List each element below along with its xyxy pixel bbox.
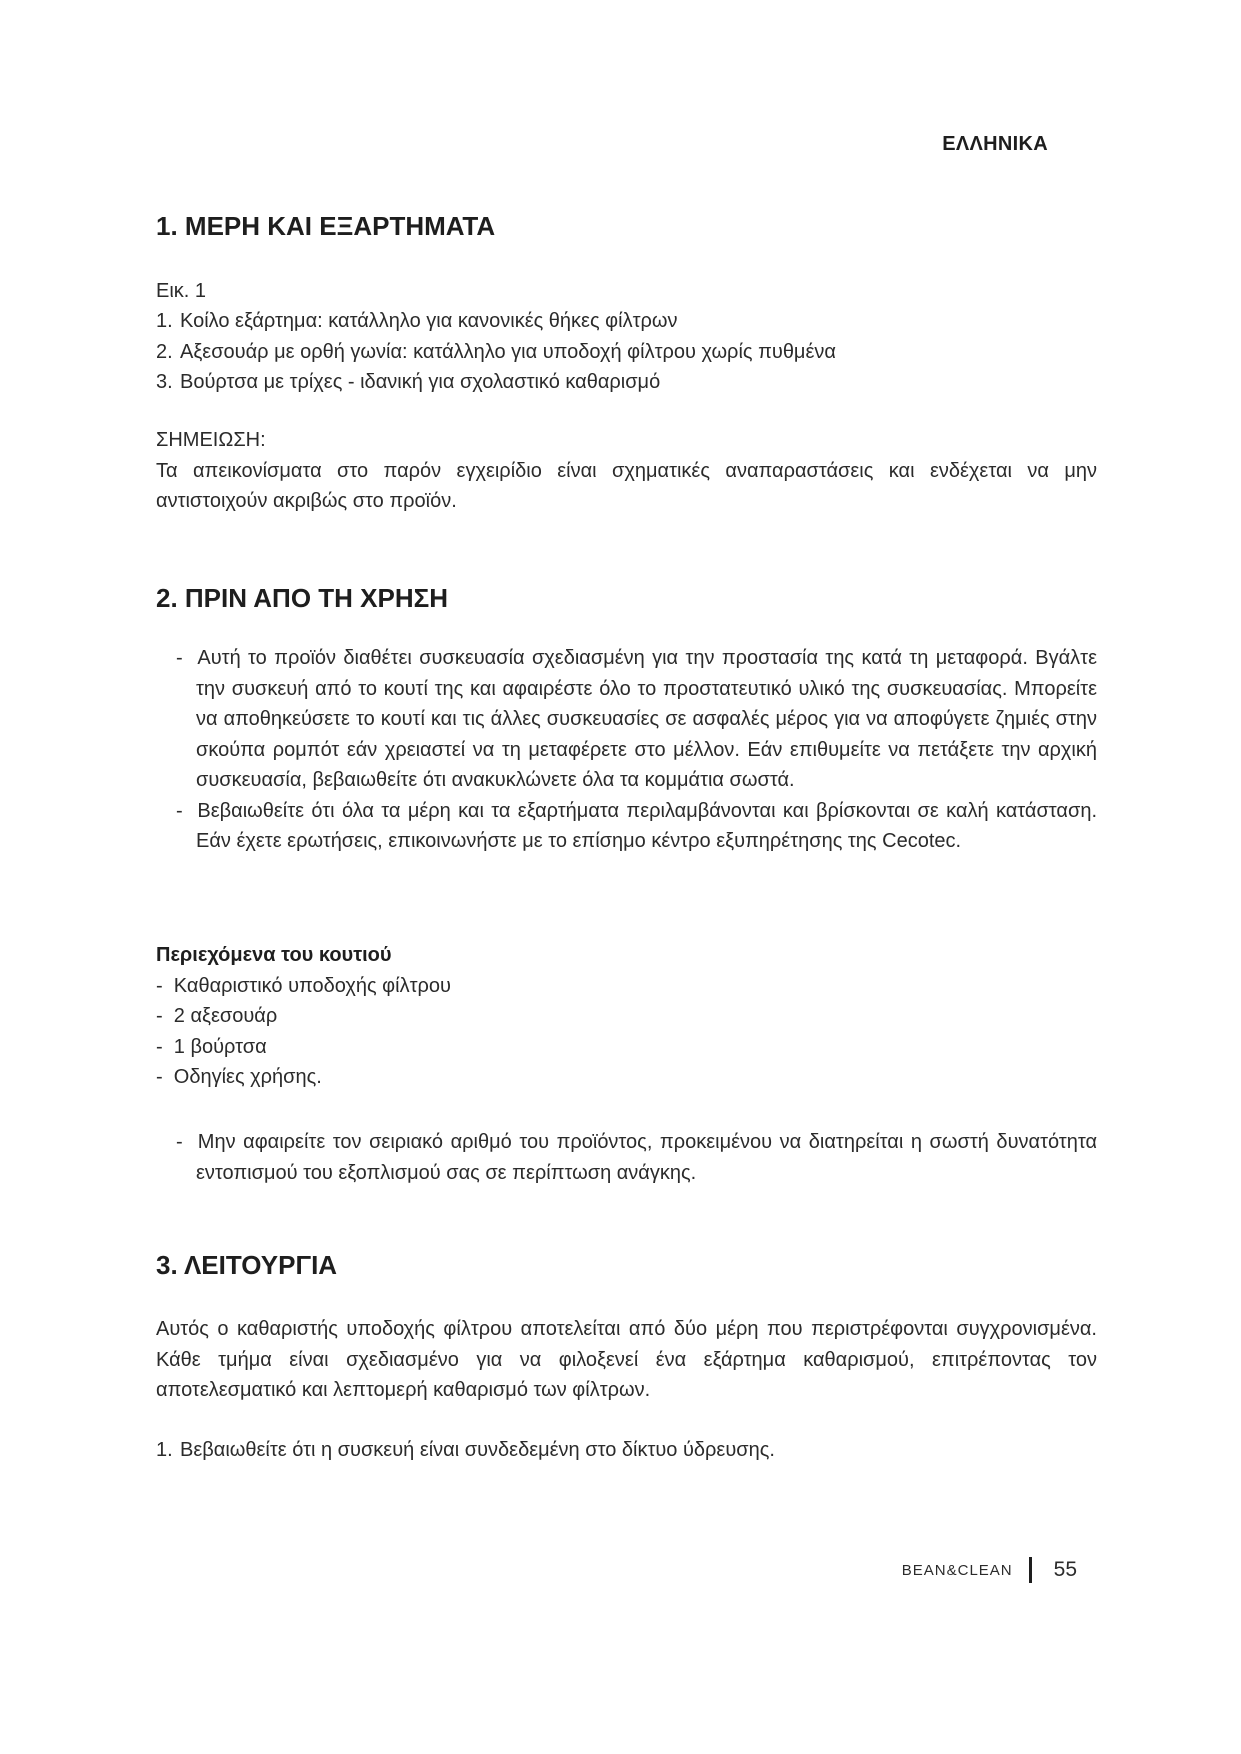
before-use-list <box>156 643 1097 857</box>
step-number: 1. <box>156 1439 173 1461</box>
operation-paragraph <box>156 1314 1097 1406</box>
item-number: 1. <box>156 310 173 332</box>
step-text: Βεβαιωθείτε ότι η συσκευή είναι συνδεδεμένη στο δίκτυο ύδρευσης. <box>180 1439 775 1461</box>
page-footer <box>902 1557 1077 1583</box>
box-contents-title: Περιεχόμενα του κουτιού <box>156 944 392 966</box>
box-contents <box>156 940 1097 1093</box>
figure-caption: Εικ. 1 <box>156 280 207 302</box>
list-item <box>156 306 1097 337</box>
box-item: Καθαριστικό υποδοχής φίλτρου <box>173 974 451 997</box>
bullet-text: Αυτή το προϊόν διαθέτει συσκευασία σχεδιασμένη για την προστασία της κατά τη μεταφορά. Βγάλτε την συσκευή από το κουτί της και αφαιρέστε όλο το προστατευτικό υλικό της συσκευασίας. Μπορείτε να αποθηκεύσετε το κουτί και τις άλλες συσκευασίες σε ασφαλές μέρος για να αποφύγετε ζημιές στην σκούπα ρομπότ εάν χρειαστεί να τη μεταφέρετε στο μέλλον. Εάν επιθυμείτε να πετάξετε την αρχική συσκευασία, βεβαιωθείτε ότι ανακυκλώνετε όλα τα κομμάτια σωστά. <box>196 647 1097 791</box>
list-item <box>156 367 1097 398</box>
list-item <box>156 1435 1097 1466</box>
item-text: Βούρτσα με τρίχες - ιδανική για σχολαστικό καθαρισμό <box>180 371 661 393</box>
list-item: - 2 αξεσουάρ <box>156 1005 278 1027</box>
list-item: - Καθαριστικό υποδοχής φίλτρου <box>156 974 451 997</box>
bullet-text: Μην αφαιρείτε τον σειριακό αριθμό του προϊόντος, προκειμένου να διατηρείται η σωστή δυνατότητα εντοπισμού του εξοπλισμού σας σε περίπτωση ανάγκης. <box>196 1131 1098 1184</box>
serial-note <box>156 1127 1097 1188</box>
list-item: - Μην αφαιρείτε τον σειριακό αριθμό του προϊόντος, προκειμένου να διατηρείται η σωστή δυνατότητα εντοπισμού του εξοπλισμού σας σε περίπτωση ανάγκης. <box>176 1131 1098 1184</box>
operation-steps <box>156 1435 1097 1466</box>
box-item: 1 βούρτσα <box>173 1035 267 1058</box>
section-3-title: 3. ΛΕΙΤΟΥΡΓΙΑ <box>156 1250 338 1280</box>
brand-name: BEAN&CLEAN <box>901 1561 1013 1579</box>
parts-list <box>156 306 1097 398</box>
paragraph-text: Αυτός ο καθαριστής υποδοχής φίλτρου αποτελείται από δύο μέρη που περιστρέφονται συγχρονισμένα. Κάθε τμήμα είναι σχεδιασμένο για να φιλοξενεί ένα εξάρτημα καθαρισμού, επιτρέποντας τον αποτελεσματικό και λεπτομερή καθαρισμό των φίλτρων. <box>156 1318 1097 1401</box>
list-item <box>156 337 1097 368</box>
list-item: - 1 βούρτσα <box>156 1035 267 1058</box>
page-number: 55 <box>1053 1558 1077 1581</box>
item-number: 2. <box>156 340 173 363</box>
bullet-text: Βεβαιωθείτε ότι όλα τα μέρη και τα εξαρτήματα περιλαμβάνονται και βρίσκονται σε καλή κατάσταση. Εάν έχετε ερωτήσεις, επικοινωνήστε με το επίσημο κέντρο εξυπηρέτησης της Cecotec. <box>196 799 1097 852</box>
figure-label <box>156 276 1097 307</box>
item-number: 3. <box>156 371 173 393</box>
box-item: 2 αξεσουάρ <box>173 1005 278 1027</box>
list-item: - Αυτή το προϊόν διαθέτει συσκευασία σχεδιασμένη για την προστασία της κατά τη μεταφορά. Βγάλτε την συσκευή από το κουτί της και αφαιρέστε όλο το προστατευτικό υλικό της συσκευασίας. Μπορείτε να αποθηκεύσετε το κουτί και τις άλλες συσκευασίες σε ασφαλές μέρος για να αποφύγετε ζημιές στην σκούπα ρομπότ εάν χρειαστεί να τη μεταφέρετε στο μέλλον. Εάν επιθυμείτε να πετάξετε την αρχική συσκευασία, βεβαιωθείτε ότι ανακυκλώνετε όλα τα κομμάτια σωστά. <box>176 647 1097 791</box>
note-block <box>156 425 1097 517</box>
note-label: ΣΗΜΕΙΩΣΗ: <box>156 429 266 451</box>
item-text: Αξεσουάρ με ορθή γωνία: κατάλληλο για υποδοχή φίλτρου χωρίς πυθμένα <box>180 340 836 363</box>
list-item: - Βεβαιωθείτε ότι όλα τα μέρη και τα εξαρτήματα περιλαμβάνονται και βρίσκονται σε καλή κατάσταση. Εάν έχετε ερωτήσεις, επικοινωνήστε με το επίσημο κέντρο εξυπηρέτησης της Cecotec. <box>176 799 1097 852</box>
section-1-title: 1. ΜΕΡΗ ΚΑΙ ΕΞΑΡΤΗΜΑΤΑ <box>156 211 496 241</box>
box-item: Οδηγίες χρήσης. <box>173 1066 322 1088</box>
list-item: - Οδηγίες χρήσης. <box>156 1066 322 1088</box>
item-text: Κοίλο εξάρτημα: κατάλληλο για κανονικές θήκες φίλτρων <box>180 310 678 332</box>
language-label: ΕΛΛΗΝΙΚΑ <box>942 133 1048 155</box>
footer-divider <box>1029 1557 1032 1583</box>
note-text: Τα απεικονίσματα στο παρόν εγχειρίδιο είναι σχηματικές αναπαραστάσεις και ενδέχεται να μην αντιστοιχούν ακριβώς στο προϊόν. <box>156 459 1097 512</box>
section-2-title: 2. ΠΡΙΝ ΑΠΟ ΤΗ ΧΡΗΣΗ <box>156 583 449 613</box>
